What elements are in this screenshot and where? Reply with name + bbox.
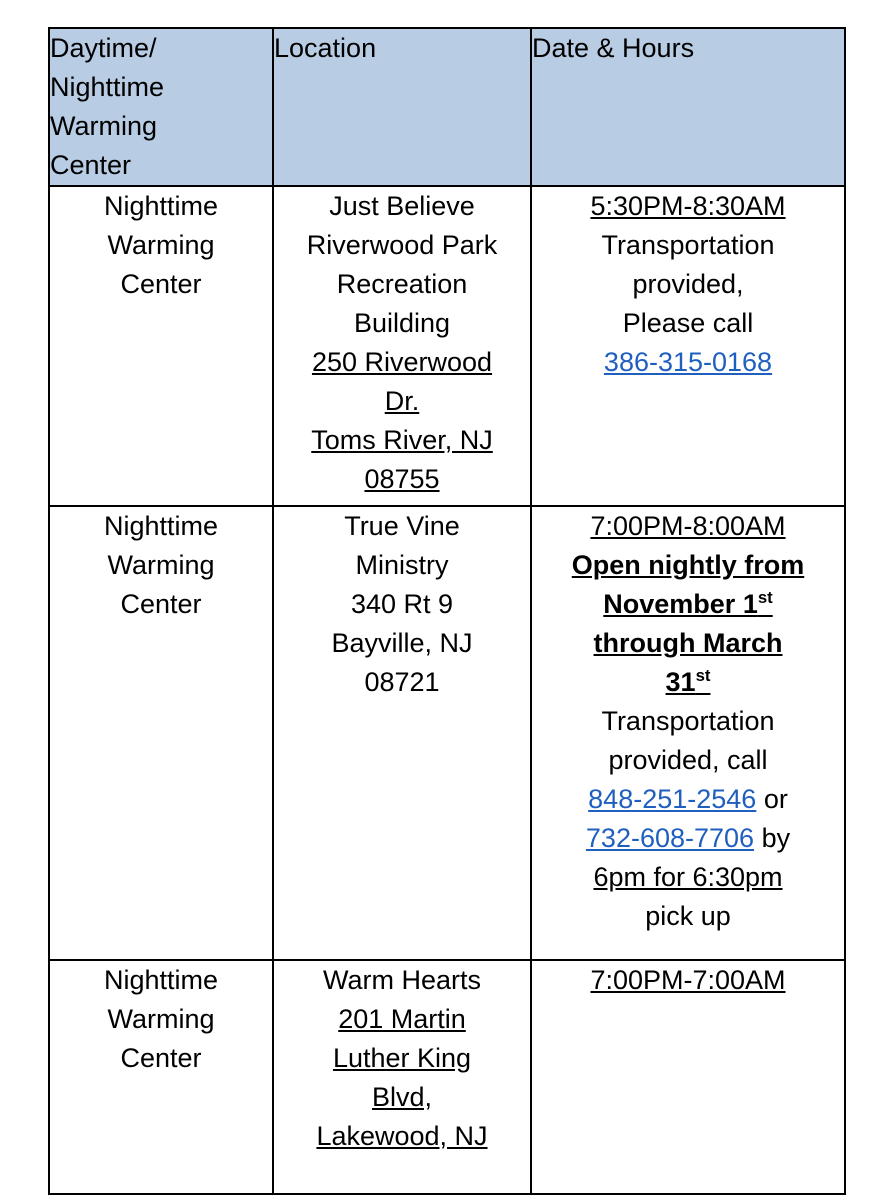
phone-link[interactable]: 848-251-2546 [588, 784, 757, 814]
center-type-line: Nighttime [103, 191, 219, 221]
table-row [49, 186, 845, 506]
cell-center-type [49, 186, 273, 506]
center-type-line: Warming [107, 1004, 215, 1034]
table-header-row [49, 28, 845, 186]
location-line: Lakewood, NJ [316, 1121, 488, 1151]
hours-line [532, 780, 844, 819]
center-type-line: Center [120, 1043, 202, 1073]
location-line: 250 Riverwood [311, 347, 493, 377]
header-cell-location: Location [273, 28, 531, 186]
center-type-line: Nighttime [103, 511, 219, 541]
location-line: Just Believe [329, 191, 475, 221]
center-type-line: Warming [107, 230, 215, 260]
hours-line: Please call [622, 308, 754, 338]
hours-line: Transportation [601, 706, 775, 736]
cell-date-hours [531, 186, 845, 506]
center-type-line: Center [120, 269, 202, 299]
warming-centers-table [48, 27, 846, 1195]
hours-line: provided, call [608, 745, 768, 775]
location-line: Dr. [384, 386, 420, 416]
location-line: Recreation [336, 269, 468, 299]
location-line: 201 Martin [338, 1004, 466, 1034]
header-cell-center-type [49, 28, 273, 186]
table-header [49, 28, 845, 186]
location-line: Luther King [332, 1043, 472, 1073]
location-line: True Vine [344, 511, 460, 541]
hours-line: 31st [665, 666, 711, 697]
hours-line: 6pm for 6:30pm [593, 862, 783, 892]
location-line: Warm Hearts [322, 965, 481, 995]
location-line: Toms River, NJ [311, 425, 493, 455]
header-line: Warming [50, 111, 158, 141]
hours-line: 5:30PM-8:30AM [590, 191, 786, 221]
cell-location [273, 960, 531, 1194]
location-line: 340 Rt 9 [350, 589, 454, 619]
location-line: Bayville, NJ [331, 628, 473, 658]
hours-line: 7:00PM-8:00AM [590, 511, 786, 541]
hours-line-tail: or [756, 784, 788, 814]
cell-center-type [49, 960, 273, 1194]
cell-center-type [49, 506, 273, 960]
location-line: 08755 [364, 464, 440, 494]
table-row [49, 506, 845, 960]
phone-link[interactable]: 386-315-0168 [603, 347, 773, 377]
table-body [49, 186, 845, 1194]
header-line: Center [50, 150, 132, 180]
header-line: Daytime/ [50, 33, 157, 63]
hours-line: Transportation [601, 230, 775, 260]
hours-line: provided, [632, 269, 744, 299]
phone-link[interactable]: 732-608-7706 [585, 823, 755, 853]
hours-line: through March [593, 628, 783, 658]
location-line: Blvd, [371, 1082, 433, 1112]
cell-location [273, 506, 531, 960]
center-type-line: Nighttime [103, 965, 219, 995]
location-line: Riverwood Park [306, 230, 498, 260]
center-type-line: Warming [107, 550, 215, 580]
cell-date-hours [531, 506, 845, 960]
ordinal-suffix: st [695, 666, 711, 685]
hours-line: 7:00PM-7:00AM [590, 965, 786, 995]
hours-line-tail: by [754, 823, 791, 853]
hours-line: November 1st [603, 588, 773, 619]
hours-line: pick up [645, 901, 731, 931]
header-line: Nighttime [50, 72, 165, 102]
hours-line: Open nightly from [571, 550, 805, 580]
center-type-line: Center [120, 589, 202, 619]
ordinal-suffix: st [757, 588, 773, 607]
cell-location [273, 186, 531, 506]
location-line: Building [353, 308, 451, 338]
header-cell-date-hours: Date & Hours [531, 28, 845, 186]
location-line: 08721 [364, 667, 440, 697]
cell-date-hours [531, 960, 845, 1194]
location-line: Ministry [355, 550, 449, 580]
hours-line [532, 819, 844, 858]
table-row [49, 960, 845, 1194]
